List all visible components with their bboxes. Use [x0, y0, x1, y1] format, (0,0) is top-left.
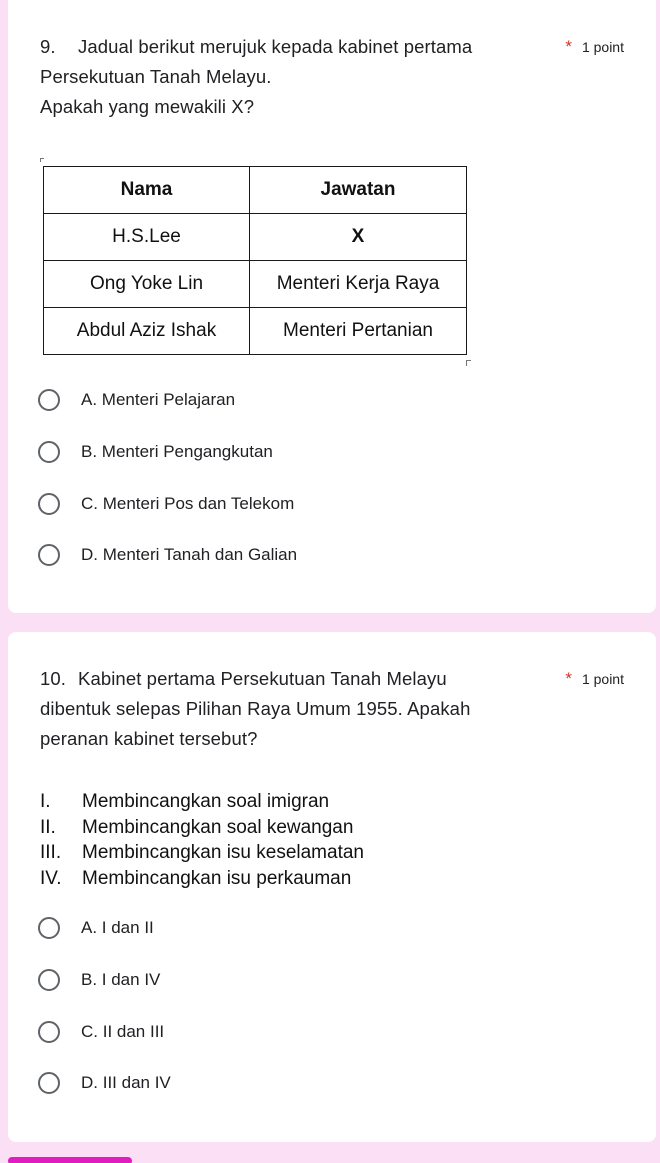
option-b[interactable] — [38, 966, 160, 994]
question-title-line: Jadual berikut merujuk kepada kabinet pertama — [78, 36, 473, 57]
progress-bar — [8, 1157, 132, 1163]
question-title-line: Kabinet pertama Persekutuan Tanah Melayu — [78, 668, 447, 689]
question-card-10 — [8, 632, 656, 1142]
option-c[interactable] — [38, 1018, 164, 1046]
question-card-9 — [8, 0, 656, 613]
points-label — [565, 664, 624, 694]
required-asterisk: * — [565, 669, 572, 688]
table-cell: Menteri Pertanian — [250, 308, 467, 355]
table-cell: Abdul Aziz Ishak — [44, 308, 250, 355]
radio-button[interactable] — [38, 1072, 60, 1094]
statement-text: Membincangkan isu keselamatan — [82, 842, 364, 863]
image-corner-mark — [466, 360, 471, 366]
radio-button[interactable] — [38, 441, 60, 463]
option-label: A. Menteri Pelajaran — [81, 390, 236, 409]
radio-button[interactable] — [38, 917, 60, 939]
table-row — [44, 308, 467, 355]
reference-table — [43, 166, 467, 355]
table-row — [44, 214, 467, 261]
option-label: D. Menteri Tanah dan Galian — [81, 545, 298, 564]
question-title-line: dibentuk selepas Pilihan Raya Umum 1955. Apakah — [40, 698, 471, 719]
option-label: D. III dan IV — [81, 1073, 171, 1092]
option-d[interactable] — [38, 541, 297, 569]
statement-list — [40, 789, 364, 891]
table-row — [44, 261, 467, 308]
radio-button[interactable] — [38, 969, 60, 991]
required-asterisk: * — [565, 37, 572, 56]
question-title-line: Persekutuan Tanah Melayu. — [40, 66, 272, 87]
option-a[interactable] — [38, 386, 235, 414]
radio-button[interactable] — [38, 1021, 60, 1043]
points-label — [565, 32, 624, 62]
option-c[interactable] — [38, 490, 294, 518]
statement-numeral: IV. — [40, 867, 62, 889]
table-header-cell: Jawatan — [250, 167, 467, 214]
radio-button[interactable] — [38, 389, 60, 411]
statement-text: Membincangkan soal kewangan — [82, 816, 354, 838]
option-d[interactable] — [38, 1069, 171, 1097]
table-header-cell: Nama — [44, 167, 250, 214]
table-cell: X — [250, 214, 467, 261]
statement-numeral: III. — [40, 842, 62, 863]
table-header-row — [44, 167, 467, 214]
option-label: C. II dan III — [81, 1022, 165, 1041]
option-label: B. Menteri Pengangkutan — [81, 442, 273, 461]
statement-text: Membincangkan isu perkauman — [82, 867, 352, 889]
table-cell: H.S.Lee — [44, 214, 250, 261]
statement-text: Membincangkan soal imigran — [82, 791, 330, 812]
question-header — [40, 664, 624, 754]
list-item — [40, 866, 364, 892]
option-b[interactable] — [38, 438, 273, 466]
option-label: C. Menteri Pos dan Telekom — [81, 494, 295, 513]
radio-button[interactable] — [38, 493, 60, 515]
statement-numeral: I. — [40, 791, 51, 812]
list-item — [40, 815, 364, 841]
points-value: 1 point — [581, 39, 624, 55]
question-title-line: peranan kabinet tersebut? — [40, 728, 258, 749]
question-number: 9. — [40, 36, 56, 57]
question-title — [40, 32, 520, 122]
list-item — [40, 840, 364, 866]
list-item — [40, 789, 364, 815]
option-label: B. I dan IV — [81, 970, 161, 989]
option-a[interactable] — [38, 914, 154, 942]
points-value: 1 point — [581, 671, 624, 687]
statement-numeral: II. — [40, 816, 56, 838]
option-label: A. I dan II — [81, 918, 154, 937]
radio-button[interactable] — [38, 544, 60, 566]
table-cell: Ong Yoke Lin — [44, 261, 250, 308]
question-title — [40, 664, 520, 754]
question-number: 10. — [40, 668, 67, 689]
table-cell: Menteri Kerja Raya — [250, 261, 467, 308]
question-title-line: Apakah yang mewakili X? — [40, 96, 255, 117]
question-header — [40, 32, 624, 122]
image-corner-mark — [40, 158, 44, 162]
